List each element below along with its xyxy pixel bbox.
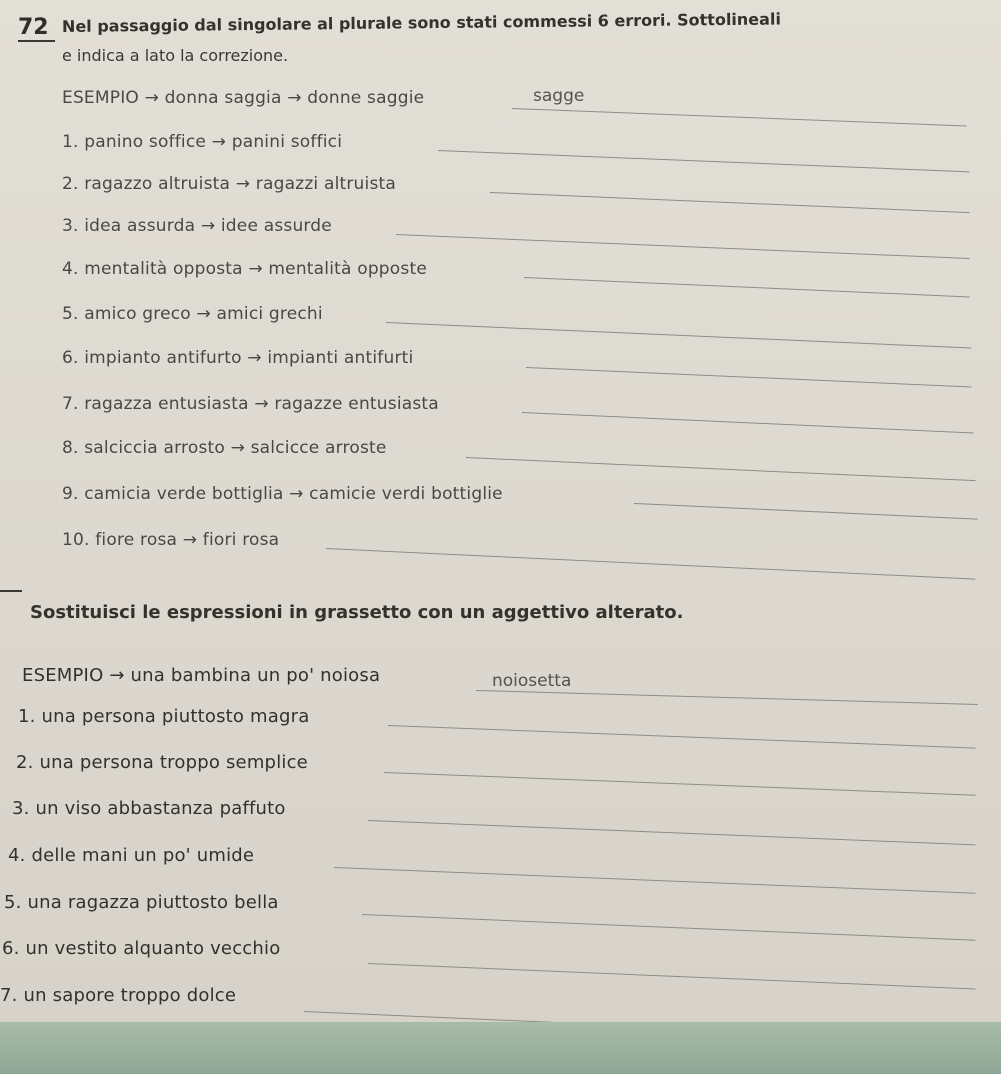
list-item: 1. una persona piuttosto magra (18, 706, 310, 727)
list-item: 5. amico greco → amici grechi (62, 304, 323, 324)
answer-line[interactable] (396, 234, 970, 259)
list-item: 8. salciccia arrosto → salcicce arroste (62, 438, 387, 458)
answer-line[interactable] (386, 322, 971, 349)
example-answer-line (512, 108, 967, 126)
list-item: 6. un vestito alquanto vecchio (2, 938, 281, 959)
page-edge-shadow (0, 1022, 1001, 1074)
list-item: 5. una ragazza piuttosto bella (4, 892, 279, 913)
example-answer: noiosetta (492, 671, 572, 691)
exercise-instruction-line-2: e indica a lato la correzione. (62, 46, 289, 65)
answer-line[interactable] (466, 457, 976, 481)
list-item: 7. ragazza entusiasta → ragazze entusiasta (62, 394, 439, 414)
list-item: 10. fiore rosa → fiori rosa (62, 530, 280, 550)
answer-line[interactable] (334, 867, 976, 894)
example-answer-line (476, 690, 978, 705)
answer-line[interactable] (526, 367, 972, 387)
list-item: 7. un sapore troppo dolce (0, 985, 237, 1006)
list-item: 4. delle mani un po' umide (8, 845, 255, 866)
exercise-number-line (0, 590, 22, 592)
exercise-instruction-line-1: Nel passaggio dal singolare al plurale sono stati commessi 6 errori. Sottolineali (61, 9, 781, 36)
answer-line[interactable] (388, 725, 976, 749)
answer-line[interactable] (368, 963, 976, 989)
exercise-instruction: Sostituisci le espressioni in grassetto con un aggettivo alterato. (30, 602, 684, 623)
answer-line[interactable] (384, 772, 976, 796)
answer-line[interactable] (490, 192, 970, 213)
example-text: ESEMPIO → donna saggia → donne saggie (62, 88, 425, 108)
list-item: 3. un viso abbastanza paffuto (12, 798, 286, 819)
answer-line[interactable] (524, 277, 970, 297)
answer-line[interactable] (368, 820, 976, 845)
list-item: 1. panino soffice → panini soffici (62, 132, 343, 152)
list-item: 6. impianto antifurto → impianti antifurti (62, 348, 414, 368)
answer-line[interactable] (438, 150, 970, 172)
list-item: 4. mentalità opposta → mentalità opposte (62, 259, 427, 279)
list-item: 2. una persona troppo semplice (16, 752, 308, 773)
list-item: 2. ragazzo altruista → ragazzi altruista (62, 174, 396, 194)
answer-line[interactable] (326, 548, 975, 580)
answer-line[interactable] (362, 914, 976, 941)
example-answer: sagge (533, 86, 585, 106)
exercise-number: 72 (18, 15, 55, 42)
list-item: 3. idea assurda → idee assurde (62, 216, 332, 236)
answer-line[interactable] (522, 412, 974, 434)
answer-line[interactable] (634, 503, 978, 520)
list-item: 9. camicia verde bottiglia → camicie verdi bottiglie (62, 484, 503, 504)
example-text: ESEMPIO → una bambina un po' noiosa (22, 665, 381, 686)
